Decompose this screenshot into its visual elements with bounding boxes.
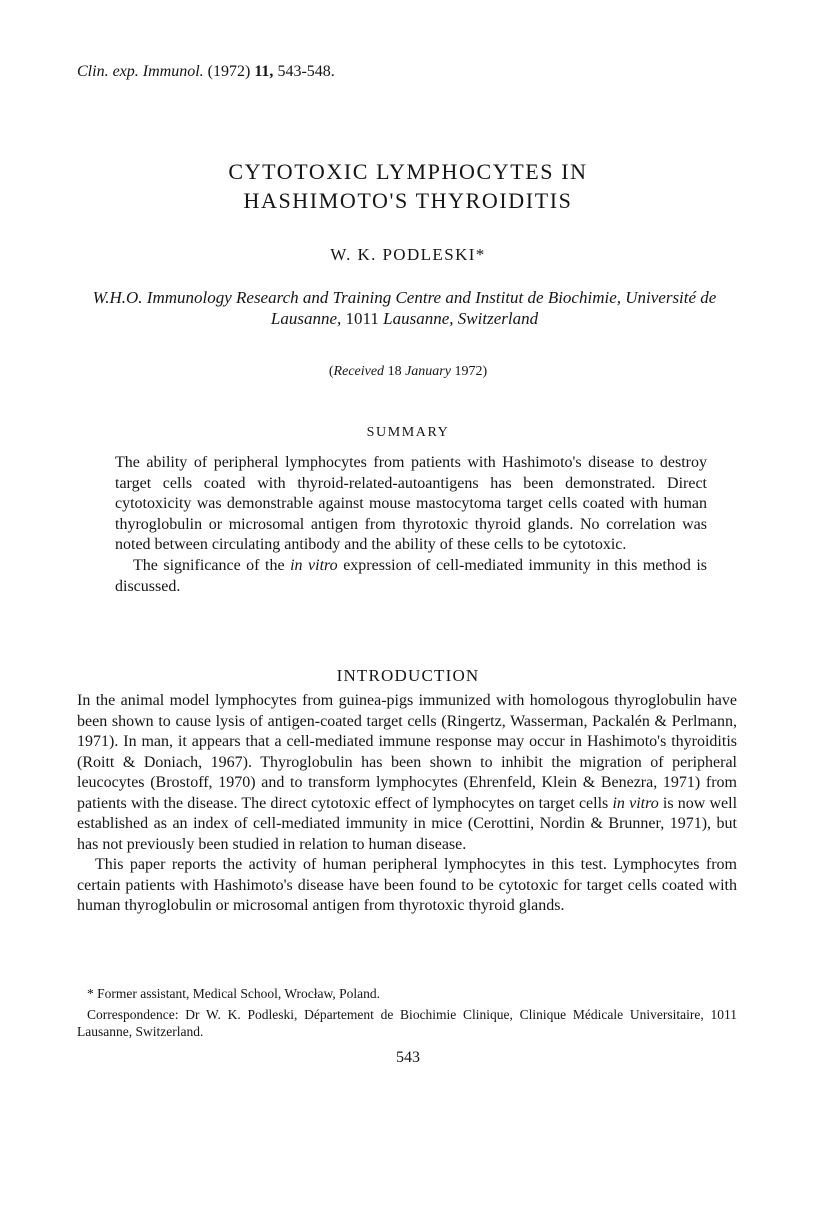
affiliation-postcode: 1011 bbox=[345, 309, 379, 328]
footnote-author: * Former assistant, Medical School, Wrocław, Poland. bbox=[87, 986, 381, 1001]
footnote-correspondence: Correspondence: Dr W. K. Podleski, Département de Biochimie Clinique, Clinique Médicale Universitaire, 1011 Lausanne, Switzerland. bbox=[77, 1007, 737, 1039]
received-year: 1972) bbox=[454, 364, 488, 379]
journal-citation bbox=[77, 63, 335, 81]
journal-name: Clin. exp. Immunol. bbox=[77, 63, 204, 80]
received-label: Received bbox=[333, 364, 385, 379]
article-title bbox=[0, 157, 816, 215]
journal-year: (1972) bbox=[207, 63, 251, 80]
introduction-body bbox=[77, 691, 737, 917]
journal-volume: 11, bbox=[254, 63, 274, 80]
journal-pages: 543-548. bbox=[277, 63, 335, 80]
introduction-paragraph-1 bbox=[77, 691, 737, 855]
received-open: ( bbox=[328, 364, 334, 379]
intro-p1-before: In the animal model lymphocytes from guinea-pigs immunized with homologous thyroglobulin have been shown to cause lysis of antigen-coated target cells (Ringertz, Wasserman, Packalén & Perlmann, 1971). In man, it appears that a cell-mediated immune response may occur in Hashimoto's thyroiditis (Roitt & Doniach, 1967). Thyroglobulin has been shown to inhibit the migration of peripheral leucocytes (Brostoff, 1970) and to transform lymphocytes (Ehrenfeld, Klein & Benezra, 1971) from patients with the disease. The direct cytotoxic effect of lymphocytes on target cells bbox=[77, 692, 737, 812]
received-month: January bbox=[405, 364, 451, 379]
introduction-paragraph-2: This paper reports the activity of human peripheral lymphocytes in this test. Lymphocytes from certain patients with Hashimoto's disease have been found to be cytotoxic for target cells coated with human thyroglobulin or microsomal antigen from thyrotoxic thyroid glands. bbox=[77, 856, 737, 914]
introduction-heading: INTRODUCTION bbox=[336, 666, 480, 685]
title-line-1: CYTOTOXIC LYMPHOCYTES IN bbox=[228, 159, 588, 184]
summary-p2-italic: in vitro bbox=[290, 556, 338, 574]
affiliation-part-1: W.H.O. Immunology Research and Training Centre and Institut de Biochimie, Université de Lausanne, bbox=[92, 288, 717, 328]
received-date bbox=[0, 364, 816, 380]
summary-paragraph-2 bbox=[115, 556, 707, 597]
summary-paragraph-1: The ability of peripheral lymphocytes from patients with Hashimoto's disease to destroy target cells coated with thyroid-related-autoantigens has been demonstrated. Direct cytotoxicity was demonstrable against mouse mastocytoma target cells coated with human thyroglobulin or microsomal antigen from thyrotoxic thyroid glands. No correlation was noted between circulating antibody and the ability of these cells to be cytotoxic. bbox=[115, 454, 707, 554]
received-day: 18 bbox=[387, 364, 402, 379]
summary-p2-before: The significance of the bbox=[133, 556, 285, 574]
author-affiliation bbox=[62, 287, 747, 329]
intro-p1-after: is now well established as an index of cell-mediated immunity in mice (Cerottini, Nordin & Brunner, 1971), but has not previously been studied in relation to human disease. bbox=[77, 794, 738, 853]
summary-body bbox=[115, 453, 707, 597]
author-name: W. K. PODLESKI* bbox=[330, 245, 486, 264]
title-line-2: HASHIMOTO'S THYROIDITIS bbox=[243, 188, 573, 213]
summary-heading: SUMMARY bbox=[366, 425, 450, 440]
summary-p2-after: expression of cell-mediated immunity in this method is discussed. bbox=[115, 556, 708, 595]
page-number: 543 bbox=[396, 1049, 420, 1066]
affiliation-part-2: Lausanne, Switzerland bbox=[383, 309, 539, 328]
intro-p1-italic: in vitro bbox=[612, 794, 659, 812]
